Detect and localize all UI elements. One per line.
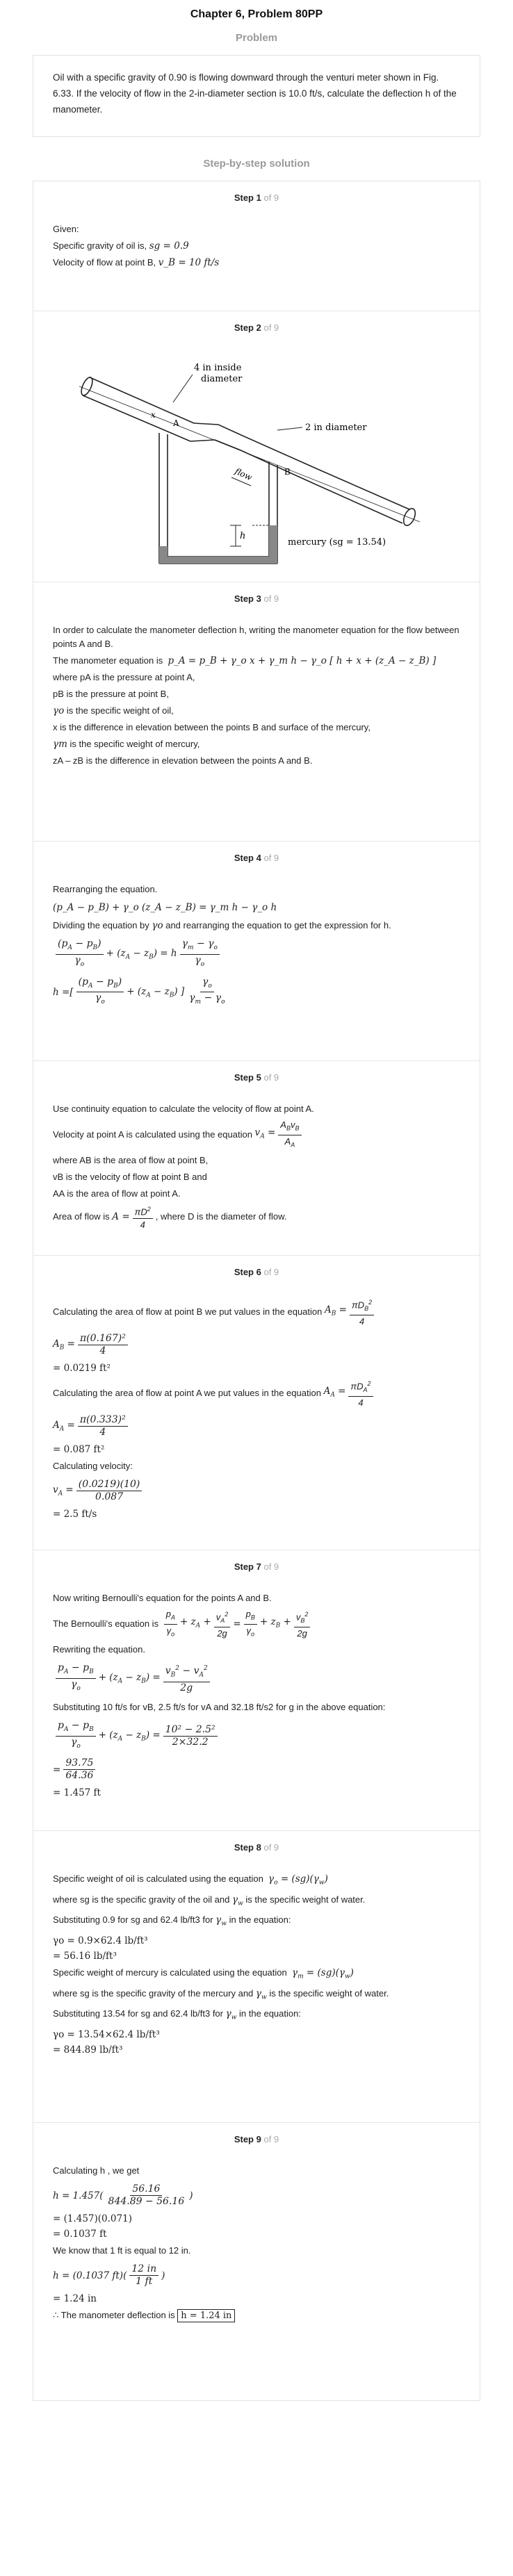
final-answer: ∴ The manometer deflection is h = 1.24 in	[53, 2308, 460, 2323]
substituted-eq: $\frac{p_A - p_B}{\gamma_o}$ + $(z_A - z_B)$ = $\frac{\text{10² − 2.5²}}{2\times 32.2}$	[53, 1720, 460, 1753]
label-diameter: diameter	[201, 374, 243, 384]
h-expression: h = [ $\frac{(p_A - p_B)}{\gamma_o}$ + $(z_A - z_B)$ ] $\frac{\gamma_o}{\gamma_m - \gamma_o}$	[53, 976, 225, 1006]
step-5	[33, 1060, 480, 1255]
step4-line2: Dividing the equation by γo and rearranging the equation to get the expression for h.	[53, 920, 391, 931]
label-h: h	[240, 531, 246, 541]
gamma-mercury-result: = 844.89 lb/ft³	[53, 2044, 123, 2056]
h-calc: h = 1.457 ( $\frac{56.16}{844.89 - 56.16}$ )	[53, 2183, 193, 2207]
solution-heading: Step-by-step solution	[203, 158, 310, 170]
label-flow: flow	[233, 466, 254, 483]
given-vb: Velocity of flow at point B, v_B = 10 ft/s	[53, 257, 220, 268]
manometer-eq-line: The manometer equation is p_A = p_B + γ_o x + γ_m h − γ_o [ h + x + (z_A − z_B) ]	[53, 655, 437, 666]
given-label: Given:	[53, 224, 79, 234]
problem-text: Oil with a specific gravity of 0.90 is flowing downward through the venturi meter shown in Fig. 6.33. If the velocity of flow in the 2-in-diameter section is 10.0 ft/s, calculate the deflection h of the manometer.	[53, 72, 457, 115]
where-x: x is the difference in elevation between the points B and surface of the mercury,	[53, 722, 370, 732]
step-4	[33, 841, 480, 1060]
step-7	[33, 1550, 480, 1830]
step-header: Step 6 of 9	[234, 1267, 279, 1277]
h-convert: h = (0.1037 ft) ( $\frac{12 in}{1 ft}$ )	[53, 2263, 165, 2287]
step-header: Step 7 of 9	[234, 1561, 279, 1572]
where-pa: where pA is the pressure at point A,	[53, 672, 195, 682]
step-3	[33, 582, 480, 841]
divided-eq: $\frac{(p_A - p_B)}{\gamma_o}$ + $(z_A - z_B) = h$ $\frac{\gamma_m - \gamma_o}{\gamma_o}$	[53, 938, 460, 971]
step7-result: = 1.457 ft	[53, 1787, 101, 1799]
step-1	[33, 181, 480, 311]
continuity-eq-line: Velocity at point A is calculated using the equation $v_A$ = $\frac{A_Bv_B}{A_A}$	[53, 1119, 460, 1151]
step4-line1: Rearranging the equation.	[53, 884, 158, 894]
gamma-oil-calc: γo = 0.9×62.4 lb/ft³	[53, 1935, 148, 1947]
where-za-zb: zA – zB is the difference in elevation between the points A and B.	[53, 755, 313, 766]
step8-line3: Substituting 0.9 for sg and 62.4 lb/ft3 for $\gamma_w$ in the equation:	[53, 1914, 291, 1928]
step7-line4: Substituting 10 ft/s for vB, 2.5 ft/s for vA and 32.18 ft/s2 for g in the above equation:	[53, 1701, 386, 1712]
problem-heading: Problem	[235, 32, 277, 44]
rearranged-eq: (p_A − p_B) + γ_o (z_A − z_B) = γ_m h − γ_o h	[53, 902, 277, 913]
step6-line3: Calculating velocity:	[53, 1460, 133, 1471]
step9-line2: We know that 1 ft is equal to 12 in.	[53, 2245, 191, 2256]
step9-line1: Calculating h , we get	[53, 2165, 140, 2176]
gamma-mercury-calc: γo = 13.54×62.4 lb/ft³	[53, 2029, 160, 2041]
step6-line1: Calculating the area of flow at point B we put values in the equation $A_B$ = $\frac{\pi D_B^2}{4}$	[53, 1297, 460, 1327]
step-8	[33, 1830, 480, 2122]
aa-calc: $A_A$ = $\frac{\text{π(0.333)²}}{4}$	[53, 1414, 460, 1438]
label-b: B	[284, 467, 291, 477]
label-2in: 2 in diameter	[305, 423, 367, 433]
where-vb: vB is the velocity of flow at point B and	[53, 1172, 207, 1183]
gamma-oil-result: = 56.16 lb/ft³	[53, 1951, 117, 1962]
where-gamma-o: γo is the specific weight of oil,	[53, 705, 174, 716]
step8-line4: Specific weight of mercury is calculated using the equation $\gamma_m = (sg)(\gamma_w)$	[53, 1967, 354, 1980]
where-pb: pB is the pressure at point B,	[53, 689, 169, 699]
step3-intro: In order to calculate the manometer deflection h, writing the manometer equation for the flow between points A and B.	[53, 625, 459, 649]
va-calc: $v_A$ = $\frac{(0.0219)(10)}{0.087}$	[53, 1479, 460, 1503]
venturi-manometer-figure	[76, 348, 437, 571]
given-sg: Specific gravity of oil is, sg = 0.9	[53, 240, 189, 252]
problem-card	[33, 55, 480, 137]
label-mercury: mercury (sg = 13.54)	[288, 537, 386, 548]
step-header: Step 3 of 9	[234, 593, 279, 604]
where-aa: AA is the area of flow at point A.	[53, 1188, 181, 1199]
step7-line3: Rewriting the equation.	[53, 1644, 145, 1655]
fraction-result: = $\frac{93.75}{64.36}$	[53, 1757, 460, 1782]
step7-line1: Now writing Bernoulli's equation for the points A and B.	[53, 1593, 272, 1603]
label-x: x	[151, 410, 156, 420]
ab-result: = 0.0219 ft²	[53, 1362, 111, 1374]
aa-result: = 0.087 ft²	[53, 1443, 105, 1455]
step5-line1: Use continuity equation to calculate the velocity of flow at point A.	[53, 1104, 314, 1114]
step-6	[33, 1255, 480, 1550]
step-header: Step 5 of 9	[234, 1072, 279, 1083]
ab-calc: $A_B$ = $\frac{\text{π(0.167)²}}{4}$	[53, 1333, 460, 1357]
label-a: A	[173, 418, 179, 428]
step-2	[33, 311, 480, 582]
rewritten-eq: $\frac{p_A - p_B}{\gamma_o}$ + $(z_A - z_B)$ = $\frac{v_B^2 - v_A^2}{2g}$	[53, 1662, 460, 1695]
step8-line6: Substituting 13.54 for sg and 62.4 lb/ft3 for $\gamma_w$ in the equation:	[53, 2008, 301, 2022]
chapter-title: Chapter 6, Problem 80PP	[190, 8, 323, 20]
h-feet-result: = 0.1037 ft	[53, 2229, 107, 2240]
where-gamma-m: γm is the specific weight of mercury,	[53, 739, 200, 750]
step-9	[33, 2122, 480, 2400]
step-header: Step 9 of 9	[234, 2134, 279, 2144]
step8-line1: Specific weight of oil is calculated using the equation $\gamma_o = (sg)(\gamma_w)$	[53, 1873, 328, 1887]
step-header: Step 8 of 9	[234, 1842, 279, 1853]
step8-line5: where sg is the specific gravity of the mercury and $\gamma_w$ is the specific weight of water.	[53, 1987, 389, 2001]
step6-line2: Calculating the area of flow at point A we put values in the equation $A_A$ = $\frac{\pi D_A^2}{4}$	[53, 1378, 460, 1409]
h-product: = (1.457)(0.071)	[53, 2213, 132, 2224]
area-eq-line: Area of flow is A = $\frac{\pi D^2}{4}$ , where D is the diameter of flow.	[53, 1204, 460, 1230]
step8-line2: where sg is the specific gravity of the oil and $\gamma_w$ is the specific weight of water.	[53, 1894, 366, 1908]
bernoulli-eq-line: The Bernoulli's equation is $\frac{p_A}{\gamma_o}$ + $z_A$ + $\frac{v_A^2}{2g}$ = $\frac{p_B}{\gamma_o}$ + $z_B$ + $\frac{v_B^2}{2g}$	[53, 1608, 460, 1640]
venturi-diagram	[53, 348, 460, 571]
va-result: = 2.5 ft/s	[53, 1508, 97, 1520]
label-4in: 4 in inside	[194, 363, 242, 373]
h-inch-result: = 1.24 in	[53, 2293, 97, 2304]
where-ab: where AB is the area of flow at point B,	[53, 1155, 209, 1166]
step-header: Step 4 of 9	[234, 853, 279, 863]
step-header: Step 2 of 9	[234, 322, 279, 333]
step-header: Step 1 of 9	[234, 192, 279, 203]
steps-card	[33, 181, 480, 2401]
